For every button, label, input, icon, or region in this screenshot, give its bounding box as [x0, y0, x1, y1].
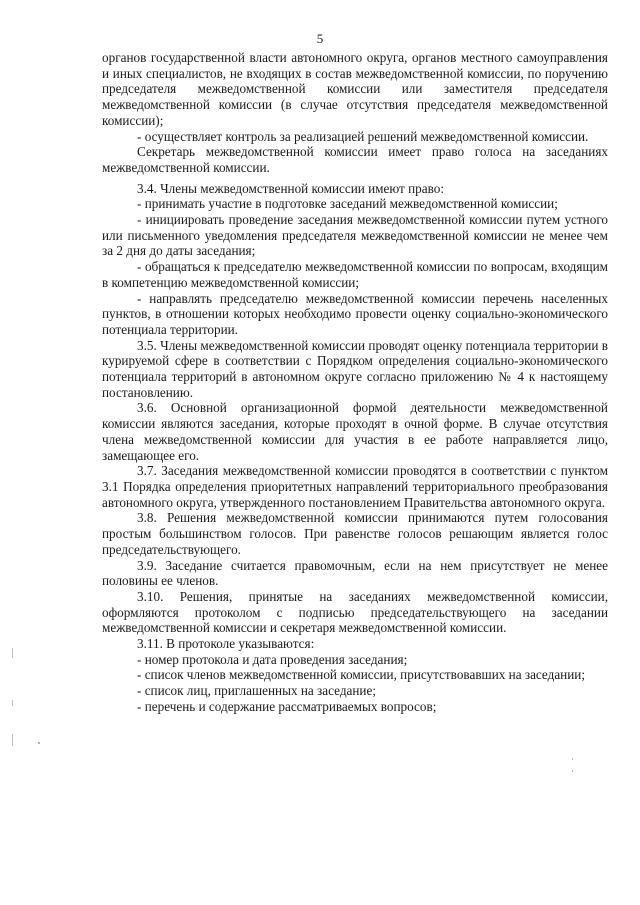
list-item-questions: - перечень и содержание рассматриваемых вопросов;	[137, 698, 437, 714]
paragraph-secretary-vote: Секретарь межведомственной комиссии имеет право голоса на заседаниях межведомственной комиссии.	[102, 144, 608, 175]
list-item-participate: - принимать участие в подготовке заседаний межведомственной комиссии;	[137, 196, 558, 212]
scan-speck	[38, 742, 40, 744]
scan-speck	[572, 758, 573, 760]
list-item-control: - осуществляет контроль за реализацией решений межведомственной комиссии.	[137, 128, 589, 144]
scan-margin-mark	[12, 648, 13, 658]
scan-speck	[572, 770, 573, 772]
section-3-6: 3.6. Основной организационной формой деятельности межведомственной комиссии являются заседания, которые проходят в очной форме. В случае отсутствия члена межведомственной комиссии для участия в ее работе направляется лицо, замещающее его.	[102, 400, 608, 463]
section-3-10: 3.10. Решения, принятые на заседаниях межведомственной комиссии, оформляются протоколом с подписью председательствующего на заседании межведомственной комиссии и секретаря межведомственной комиссии.	[102, 588, 608, 636]
list-item-invited: - список лиц, приглашенных на заседание;	[137, 683, 377, 699]
section-3-7: 3.7. Заседания межведомственной комиссии проводятся в соответствии с пунктом 3.1 Порядка определения приоритетных направлений территориального преобразования автономного округа, утвержденного постановлением Правительства автономного округа.	[102, 463, 608, 510]
list-item-initiate: - инициировать проведение заседания межведомственной комиссии путем устного или письменного уведомления председателя межведомственной комиссии не менее чем за 2 дня до даты заседания;	[102, 212, 608, 259]
list-item-appeal: - обращаться к председателю межведомственной комиссии по вопросам, входящим в компетенцию межведомственной комиссии;	[102, 259, 608, 290]
document-body	[102, 50, 608, 715]
list-item-send-list: - направлять председателю межведомственной комиссии перечень населенных пунктов, в отношении которых необходимо провести оценку социально-экономического потенциала территории.	[102, 290, 608, 337]
section-3-8: 3.8. Решения межведомственной комиссии принимаются путем голосования простым большинством голосов. При равенстве голосов решающим является голос председательствующего.	[102, 510, 608, 557]
page-number: 5	[316, 31, 324, 46]
list-item-protocol-number: - номер протокола и дата проведения заседания;	[137, 651, 408, 667]
section-3-11-heading: 3.11. В протоколе указываются:	[137, 636, 315, 652]
scan-margin-mark	[12, 700, 13, 706]
list-item-members-present: - список членов межведомственной комиссии, присутствовавших на заседании;	[137, 667, 586, 683]
scan-margin-mark	[12, 734, 13, 746]
section-3-5: 3.5. Члены межведомственной комиссии проводят оценку потенциала территории в курируемой сфере в соответствии с Порядком определения социально-экономического потенциала территорий в автономном округе согласно приложению № 4 к настоящему постановлению.	[102, 337, 608, 400]
section-3-4-heading: 3.4. Члены межведомственной комиссии имеют право:	[137, 180, 445, 196]
section-3-9: 3.9. Заседание считается правомочным, если на нем присутствует не менее половины ее членов.	[102, 557, 608, 589]
paragraph-continuation: органов государственной власти автономного округа, органов местного самоуправления и иных специалистов, не входящих в состав межведомственной комиссии, по поручению председателя межведомственной комиссии или заместителя председателя межведомственной комиссии (в случае отсутствия председателя межведомственной комиссии);	[102, 50, 608, 128]
